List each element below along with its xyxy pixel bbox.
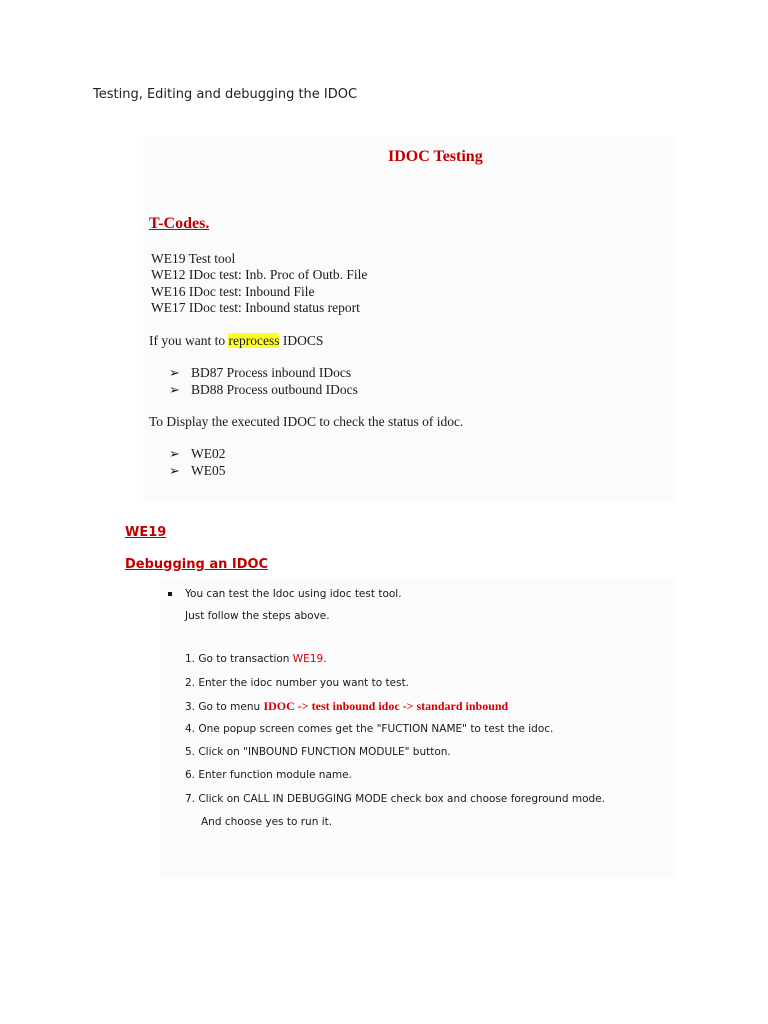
display-item-text: WE05 <box>191 463 226 478</box>
square-bullet-icon <box>168 592 172 596</box>
display-line: To Display the executed IDOC to check the status of idoc. <box>149 414 464 429</box>
bullet-line: Just follow the steps above. <box>185 610 330 622</box>
step-red: IDOC -> test inbound idoc -> standard inbound <box>263 699 509 713</box>
step-text: 3. Go to menu <box>185 701 264 713</box>
tcode-line: WE17 IDoc test: Inbound status report <box>151 300 360 315</box>
step-line <box>185 699 508 714</box>
step-text: 1. Go to transaction <box>185 653 293 665</box>
step-red: WE19 <box>292 653 324 665</box>
arrow-bullet-icon: ➢ <box>169 383 180 398</box>
step-line <box>185 653 327 665</box>
bullet-line: You can test the Idoc using idoc test tool. <box>185 588 402 600</box>
we19-heading: WE19 <box>125 525 167 540</box>
display-item <box>169 446 226 462</box>
arrow-bullet-icon: ➢ <box>169 464 180 479</box>
reprocess-line <box>149 333 323 349</box>
reprocess-item-text: BD87 Process inbound IDocs <box>191 365 352 380</box>
arrow-bullet-icon: ➢ <box>169 447 180 462</box>
tcode-line: WE16 IDoc test: Inbound File <box>151 284 315 299</box>
arrow-bullet-icon: ➢ <box>169 366 180 381</box>
idoc-testing-scan <box>143 136 675 502</box>
display-item-text: WE02 <box>191 446 226 461</box>
step-line: 5. Click on "INBOUND FUNCTION MODULE" button. <box>185 746 451 758</box>
reprocess-highlight: reprocess <box>228 333 280 348</box>
reprocess-item <box>169 365 351 381</box>
debugging-steps-scan <box>160 578 675 878</box>
tcode-line: WE12 IDoc test: Inb. Proc of Outb. File <box>151 267 368 282</box>
step-line: 7. Click on CALL IN DEBUGGING MODE check box and choose foreground mode. <box>185 793 605 805</box>
tcode-line: WE19 Test tool <box>151 251 236 266</box>
step-line: 2. Enter the idoc number you want to test. <box>185 677 410 689</box>
display-item <box>169 463 226 479</box>
tcodes-heading: T-Codes. <box>149 215 210 232</box>
reprocess-item-text: BD88 Process outbound IDocs <box>191 382 358 397</box>
step-text: . <box>323 653 327 665</box>
reprocess-text: If you want to <box>149 333 229 348</box>
reprocess-item <box>169 382 358 398</box>
debugging-heading: Debugging an IDOC <box>125 557 269 572</box>
page-heading: Testing, Editing and debugging the IDOC <box>93 87 358 102</box>
step-line: 4. One popup screen comes get the "FUCTION NAME" to test the idoc. <box>185 723 554 735</box>
step-line: And choose yes to run it. <box>201 816 333 828</box>
reprocess-text: IDOCS <box>279 333 324 348</box>
scan-title: IDOC Testing <box>388 148 483 165</box>
step-line: 6. Enter function module name. <box>185 769 352 781</box>
